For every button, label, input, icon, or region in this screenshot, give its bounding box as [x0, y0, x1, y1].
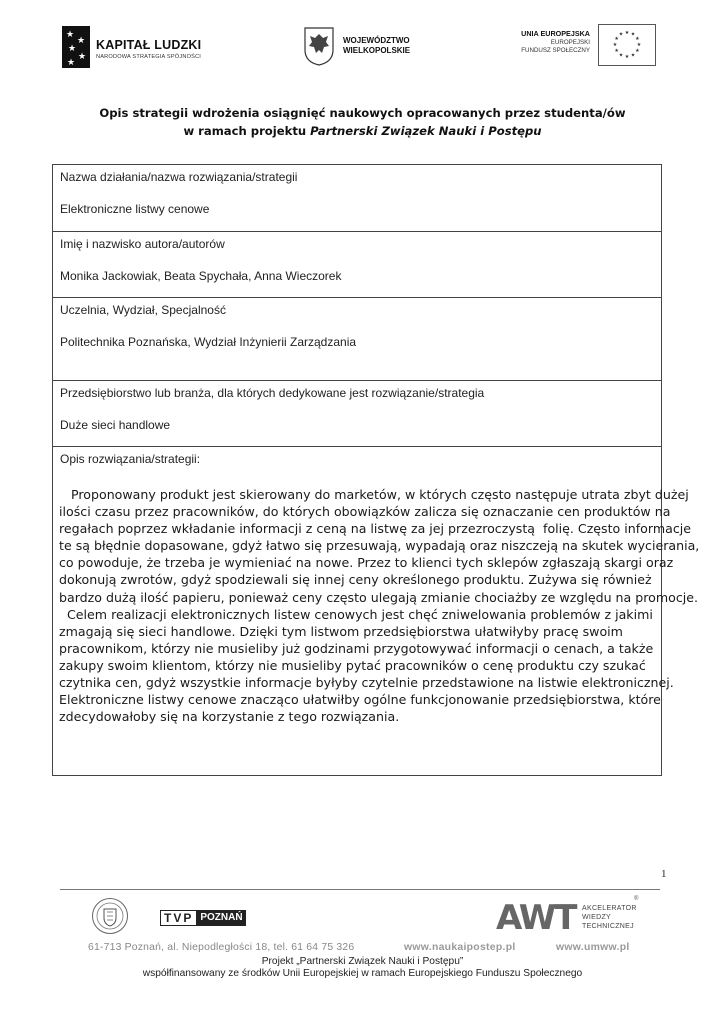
- form-value: Elektroniczne listwy cenowe: [60, 202, 210, 216]
- description-line: zmagają się sieci handlowe. Dzięki tym listwom przedsiębiorstwa ułatwiłyby pracę swoim: [59, 623, 623, 639]
- footer-cofinancing-line: współfinansowany ze środków Unii Europejskiej w ramach Europejskiego Funduszu Społecznego: [142, 968, 583, 979]
- awt-line3: TECHNICZNEJ: [582, 923, 634, 930]
- kapital-ludzki-logo: [62, 26, 212, 72]
- form-label: Uczelnia, Wydział, Specjalność: [60, 303, 226, 317]
- form-row-university: [53, 298, 661, 381]
- tvp-poznan-part: POZNAŃ: [197, 910, 245, 926]
- eagle-crest-icon: [303, 26, 335, 66]
- awt-text: [582, 904, 637, 931]
- registered-mark: ®: [634, 896, 639, 902]
- project-name: Partnerski Związek Nauki i Postępu: [310, 124, 542, 138]
- kapital-ludzki-subtitle: NARODOWA STRATEGIA SPÓJNOŚCI: [96, 54, 202, 60]
- svg-text:★: ★: [618, 52, 624, 59]
- description-line: ilości czasu przez pracowników, do których obowiązków zalicza się oznaczanie cen produktów na: [59, 504, 671, 520]
- form-row-solution-name: [53, 165, 661, 232]
- awt-line2: WIEDZY: [582, 914, 612, 921]
- description-line: Celem realizacji elektronicznych listew cenowych jest chęć zniwelowania problemów z jakimi: [59, 606, 653, 622]
- awt-logo: [496, 896, 666, 942]
- description-line: pracownikom, którzy nie musieliby już godzinami przygotowywać informacji o cenach, a także: [59, 640, 654, 656]
- description-line: Proponowany produkt jest skierowany do marketów, w których często następuje utrata zbyt dużej: [59, 487, 689, 502]
- wojewodztwo-line2: WIELKOPOLSKIE: [343, 46, 411, 55]
- eu-line2: EUROPEJSKI: [550, 38, 590, 46]
- tvp-logo-part: TVP: [160, 910, 197, 926]
- university-seal-icon: [92, 898, 128, 934]
- svg-text:★: ★: [630, 31, 636, 38]
- document-title: [40, 104, 685, 140]
- footer-website-link[interactable]: www.naukaipostep.pl: [404, 942, 516, 953]
- svg-text:★: ★: [614, 36, 619, 42]
- wojewodztwo-line1: WOJEWÓDZTWO: [343, 36, 410, 45]
- awt-mark: AWT: [496, 898, 576, 938]
- form-value: Duże sieci handlowe: [60, 418, 171, 432]
- svg-text:★: ★: [635, 48, 640, 54]
- awt-line1: AKCELERATOR: [582, 905, 637, 912]
- form-row-description: [53, 447, 700, 775]
- form-label: Przedsiębiorstwo lub branża, dla których dedykowane jest rozwiązanie/strategia: [60, 386, 485, 400]
- description-line: co powoduje, że trzeba je wymieniać na nowe. Przez to klienci tych sklepów zgłaszają skargi oraz: [59, 555, 674, 571]
- wojewodztwo-text: [343, 36, 410, 56]
- footer-project-line: Projekt „Partnerski Związek Nauki i Postępu”: [261, 956, 464, 967]
- description-text: [59, 486, 700, 725]
- footer-website-link[interactable]: www.umww.pl: [556, 942, 630, 953]
- form-value: Monika Jackowiak, Beata Spychała, Anna Wieczorek: [60, 269, 342, 283]
- form-label: Nazwa działania/nazwa rozwiązania/strategii: [60, 170, 298, 184]
- document-title-line1: Opis strategii wdrożenia osiągnięć naukowych opracowanych przez studenta/ów: [99, 106, 626, 120]
- eu-flag-icon: [598, 24, 656, 66]
- description-label: Opis rozwiązania/strategii:: [60, 452, 201, 466]
- description-line: regałach poprzez wkładanie informacji z ceną na listwę za jej przezroczystą folię. Często informacje: [59, 521, 691, 537]
- description-line: bardzo dużą ilość papieru, ponieważ ceny często ulegają zmianie chociażby ze względu na promocje.: [59, 589, 698, 605]
- eu-line1: UNIA EUROPEJSKA: [521, 29, 590, 38]
- eu-text: [521, 30, 590, 56]
- footer-address: 61-713 Poznań, al. Niepodległości 18, tel. 61 64 75 326: [88, 942, 355, 953]
- svg-text:★: ★: [612, 42, 618, 48]
- footer-divider: [60, 889, 660, 890]
- svg-text:★: ★: [618, 31, 624, 38]
- wojewodztwo-logo: [303, 26, 413, 74]
- form-row-industry: [53, 381, 661, 447]
- kapital-ludzki-title: KAPITAŁ LUDZKI: [96, 38, 202, 52]
- document-title-prefix: w ramach projektu: [183, 124, 311, 138]
- strategy-form-table: [52, 164, 700, 776]
- description-line: Elektroniczne listwy cenowe znacząco ułatwiłby ogólne funkcjonowanie przedsiębiorstwa, które: [59, 692, 661, 708]
- svg-text:★: ★: [635, 36, 640, 42]
- eu-line3: FUNDUSZ SPOŁECZNY: [521, 47, 590, 54]
- description-line: zdecydowałoby się na korzystanie z tego rozwiązania.: [59, 709, 400, 725]
- page-number: 1: [661, 868, 667, 880]
- description-line: te są błędnie dopasowane, gdyż łatwo się przesuwają, wypadają oraz niszczeją na skutek wycierania,: [59, 538, 700, 554]
- form-value: Politechnika Poznańska, Wydział Inżynierii Zarządzania: [60, 335, 357, 349]
- document-title-line2: [40, 122, 685, 140]
- svg-text:★: ★: [614, 48, 619, 54]
- eu-logo: [500, 24, 660, 70]
- svg-text:★: ★: [624, 30, 630, 36]
- tvp-poznan-logo: [160, 910, 246, 926]
- svg-text:★: ★: [630, 52, 636, 59]
- form-row-authors: [53, 232, 661, 298]
- svg-text:★: ★: [624, 54, 630, 60]
- form-label: Imię i nazwisko autora/autorów: [60, 237, 225, 251]
- description-line: dokonują zwrotów, gdyż spodziewali się innej ceny określonego produktu. Zużywa się również: [59, 572, 652, 588]
- kapital-ludzki-mark-icon: ★ ★ ★ ★ ★: [62, 26, 90, 68]
- svg-text:★: ★: [636, 42, 642, 48]
- description-line: zakupy swoim klientom, którzy nie musieliby pytać pracowników o cenę produktu czy szukać: [59, 657, 646, 673]
- description-line: czytnika cen, gdyż wszystkie informacje byłyby czytelnie przedstawione na listwie elektronicznej.: [59, 675, 674, 691]
